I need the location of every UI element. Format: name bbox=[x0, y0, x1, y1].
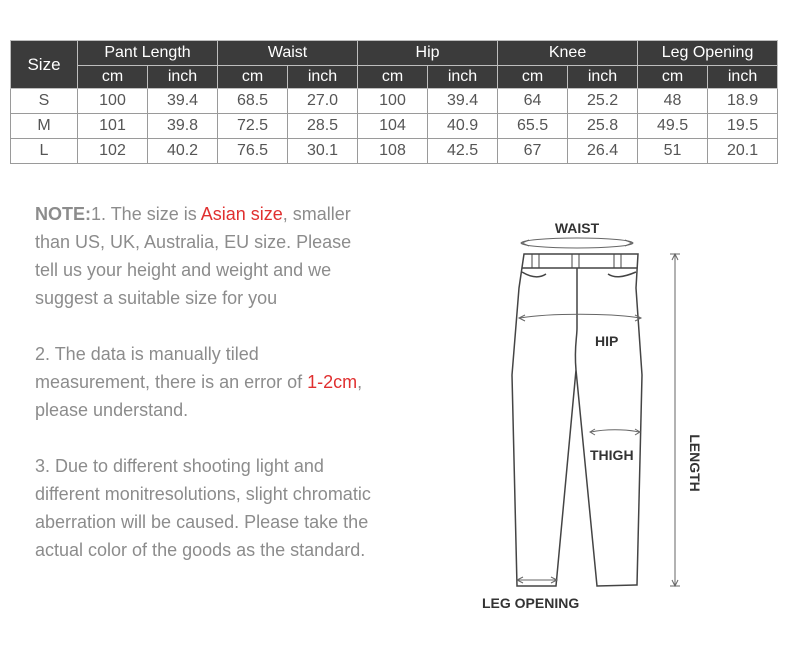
table-row bbox=[11, 139, 778, 164]
pants-measurement-diagram bbox=[470, 210, 730, 630]
note-1-highlight: Asian size bbox=[200, 204, 283, 224]
group-header-leg-opening: Leg Opening bbox=[638, 41, 778, 66]
size-cell: L bbox=[11, 139, 78, 164]
unit-header-cm: cm bbox=[638, 66, 708, 89]
group-header-hip: Hip bbox=[358, 41, 498, 66]
pants-outline bbox=[512, 254, 642, 586]
note-2-text-end: , please understand. bbox=[35, 372, 363, 420]
unit-header-inch: inch bbox=[568, 66, 638, 89]
measurement-cell: 39.8 bbox=[148, 114, 218, 139]
note-2-text-start: 2. The data is manually tiled measurement, there is an error of bbox=[35, 344, 308, 392]
note-3 bbox=[35, 452, 375, 564]
unit-header-cm: cm bbox=[358, 66, 428, 89]
note-label: NOTE: bbox=[35, 204, 91, 224]
unit-header-cm: cm bbox=[218, 66, 288, 89]
note-1-text-start: 1. The size is bbox=[91, 204, 201, 224]
length-label: LENGTH bbox=[687, 434, 703, 492]
measurement-cell: 25.2 bbox=[568, 89, 638, 114]
measurement-cell: 76.5 bbox=[218, 139, 288, 164]
measurement-cell: 39.4 bbox=[428, 89, 498, 114]
size-cell: M bbox=[11, 114, 78, 139]
measurement-cell: 100 bbox=[78, 89, 148, 114]
measurement-cell: 104 bbox=[358, 114, 428, 139]
measurement-cell: 27.0 bbox=[288, 89, 358, 114]
table-row bbox=[11, 89, 778, 114]
note-2 bbox=[35, 340, 375, 424]
measurement-cell: 51 bbox=[638, 139, 708, 164]
length-arrow bbox=[670, 254, 680, 586]
unit-header-cm: cm bbox=[78, 66, 148, 89]
unit-header-inch: inch bbox=[288, 66, 358, 89]
measurement-cell: 26.4 bbox=[568, 139, 638, 164]
group-header-knee: Knee bbox=[498, 41, 638, 66]
waist-arrow bbox=[521, 238, 633, 248]
measurement-cell: 25.8 bbox=[568, 114, 638, 139]
unit-header-inch: inch bbox=[148, 66, 218, 89]
table-row bbox=[11, 114, 778, 139]
note-2-highlight: 1-2cm bbox=[307, 372, 358, 392]
thigh-label: THIGH bbox=[590, 447, 634, 463]
notes-section bbox=[35, 200, 375, 592]
measurement-cell: 40.9 bbox=[428, 114, 498, 139]
measurement-cell: 72.5 bbox=[218, 114, 288, 139]
measurement-cell: 19.5 bbox=[708, 114, 778, 139]
unit-header-cm: cm bbox=[498, 66, 568, 89]
measurement-cell: 39.4 bbox=[148, 89, 218, 114]
size-chart-table bbox=[10, 40, 778, 164]
measurement-cell: 48 bbox=[638, 89, 708, 114]
group-header-pant-length: Pant Length bbox=[78, 41, 218, 66]
group-header-waist: Waist bbox=[218, 41, 358, 66]
measurement-cell: 30.1 bbox=[288, 139, 358, 164]
hip-label: HIP bbox=[595, 333, 619, 349]
measurement-cell: 42.5 bbox=[428, 139, 498, 164]
size-cell: S bbox=[11, 89, 78, 114]
measurement-cell: 28.5 bbox=[288, 114, 358, 139]
measurement-cell: 18.9 bbox=[708, 89, 778, 114]
measurement-cell: 65.5 bbox=[498, 114, 568, 139]
unit-header-inch: inch bbox=[708, 66, 778, 89]
measurement-cell: 64 bbox=[498, 89, 568, 114]
measurement-cell: 49.5 bbox=[638, 114, 708, 139]
measurement-cell: 108 bbox=[358, 139, 428, 164]
size-column-header: Size bbox=[11, 41, 78, 89]
measurement-cell: 67 bbox=[498, 139, 568, 164]
note-1 bbox=[35, 200, 375, 312]
measurement-cell: 102 bbox=[78, 139, 148, 164]
measurement-cell: 101 bbox=[78, 114, 148, 139]
leg-opening-label: LEG OPENING bbox=[482, 595, 580, 611]
measurement-cell: 68.5 bbox=[218, 89, 288, 114]
note-3-text: 3. Due to different shooting light and different monitresolutions, slight chromatic aberration will be caused. Please take the actual color of the goods as the standard. bbox=[35, 456, 371, 560]
table-unit-header-row bbox=[11, 66, 778, 89]
waist-label: WAIST bbox=[554, 220, 600, 236]
measurement-cell: 40.2 bbox=[148, 139, 218, 164]
measurement-cell: 100 bbox=[358, 89, 428, 114]
note-1-text-end: , smaller than US, UK, Australia, EU size. Please tell us your height and weight and we suggest a suitable size for you bbox=[35, 204, 352, 308]
measurement-cell: 20.1 bbox=[708, 139, 778, 164]
unit-header-inch: inch bbox=[428, 66, 498, 89]
table-group-header-row bbox=[11, 41, 778, 66]
